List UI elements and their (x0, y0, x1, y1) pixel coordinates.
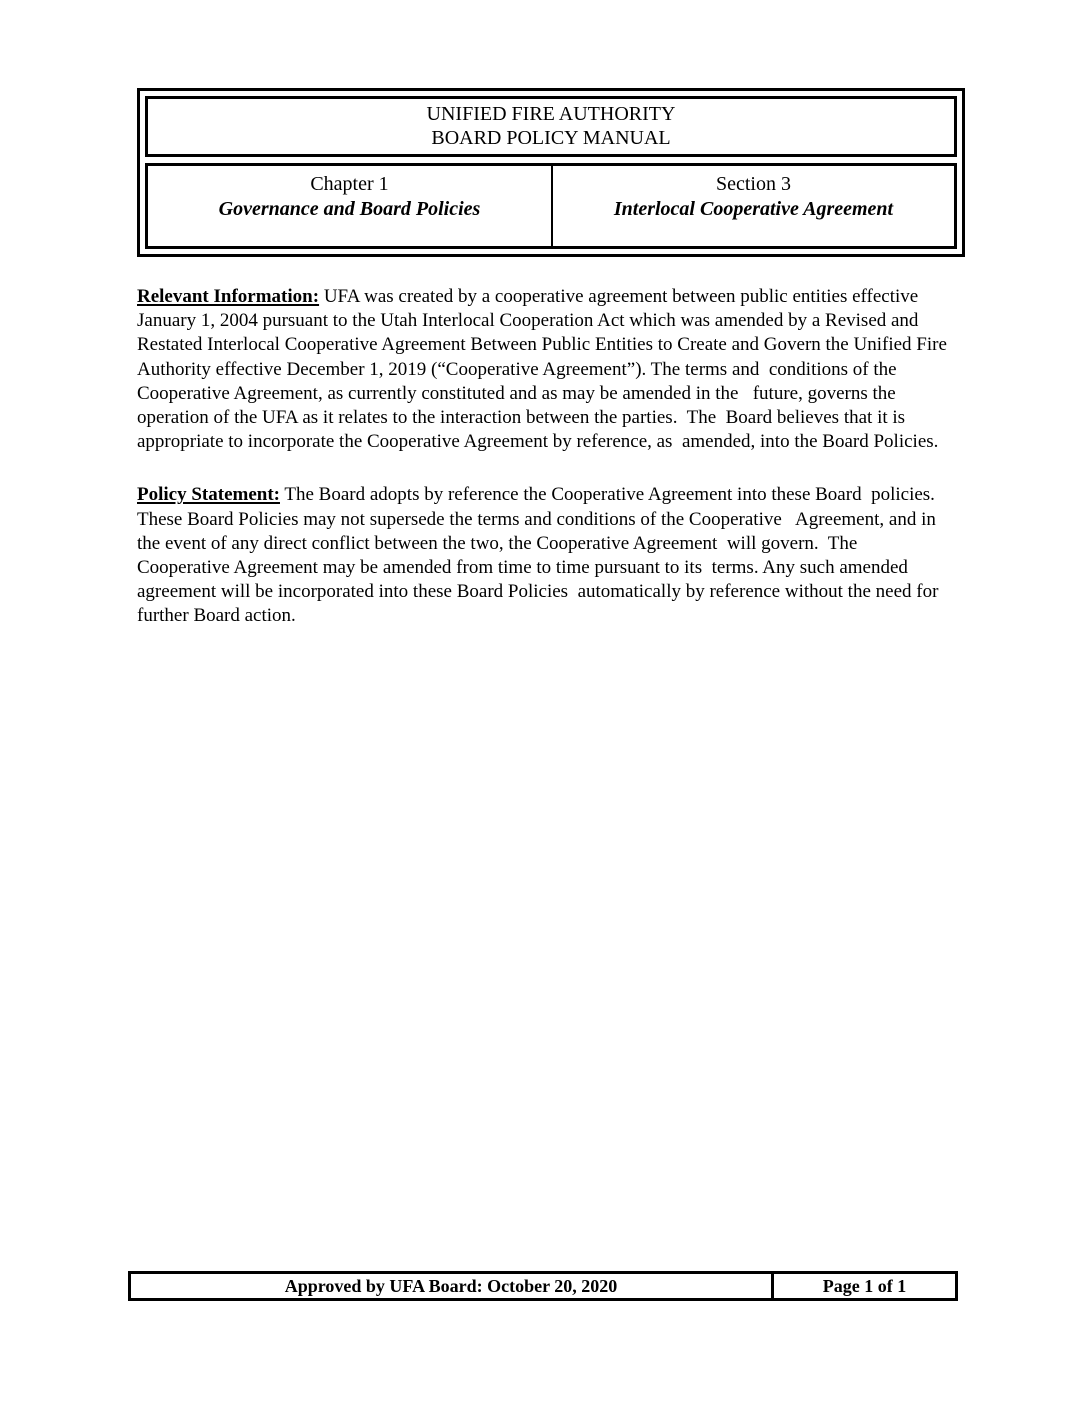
footer-approval-cell: Approved by UFA Board: October 20, 2020 (284, 1276, 618, 1296)
relevant-information-heading: Relevant Information: (137, 286, 320, 307)
footer-page-cell: Page 1 of 1 (771, 1274, 955, 1298)
header-title-line2: BOARD POLICY MANUAL (431, 127, 671, 149)
policy-statement-heading: Policy Statement: (137, 484, 280, 506)
chapter-label: Chapter 1 (310, 173, 389, 195)
section-label: Section 3 (716, 173, 791, 195)
header-title-box (145, 96, 957, 157)
footer-table (128, 1271, 958, 1301)
header-title-line1: UNIFIED FIRE AUTHORITY (426, 103, 676, 125)
section-cell (551, 166, 954, 246)
header-chapter-section-row (145, 163, 957, 249)
chapter-cell (148, 166, 551, 246)
document-body (137, 285, 951, 629)
relevant-information-text: UFA was created by a cooperative agreement between public entities effective January 1, 2004 pursuant to the Utah Interlocal Cooperation Act which was amended by a Revised and Restated Interlocal Cooperative Agreement Between Public Entities to Create and Govern the Unified Fire Authority effective December 1, 2019 (“Cooperative Agreement”). The terms and conditions of the Cooperative Agreement, as currently constituted and as may be amended in the future, governs the operation of the UFA as it relates to the interaction between the parties. The Board believes that it is appropriate to incorporate the Cooperative Agreement by reference, as amended, into the Board Policies. (137, 286, 951, 453)
policy-statement-text: The Board adopts by reference the Cooperative Agreement into these Board policies. These Board Policies may not supersede the terms and conditions of the Cooperative Agreement, and in the event of any direct conflict between the two, the Cooperative Agreement will govern. The Cooperative Agreement may be amended from time to time pursuant to its terms. Any such amended agreement will be incorporated into these Board Policies automatically by reference without the need for further Board action. (137, 484, 945, 627)
section-name: Interlocal Cooperative Agreement (613, 198, 894, 220)
chapter-name: Governance and Board Policies (218, 198, 481, 220)
policy-header-table (137, 88, 965, 257)
policy-statement-paragraph (137, 483, 951, 628)
relevant-information-paragraph (137, 285, 951, 454)
